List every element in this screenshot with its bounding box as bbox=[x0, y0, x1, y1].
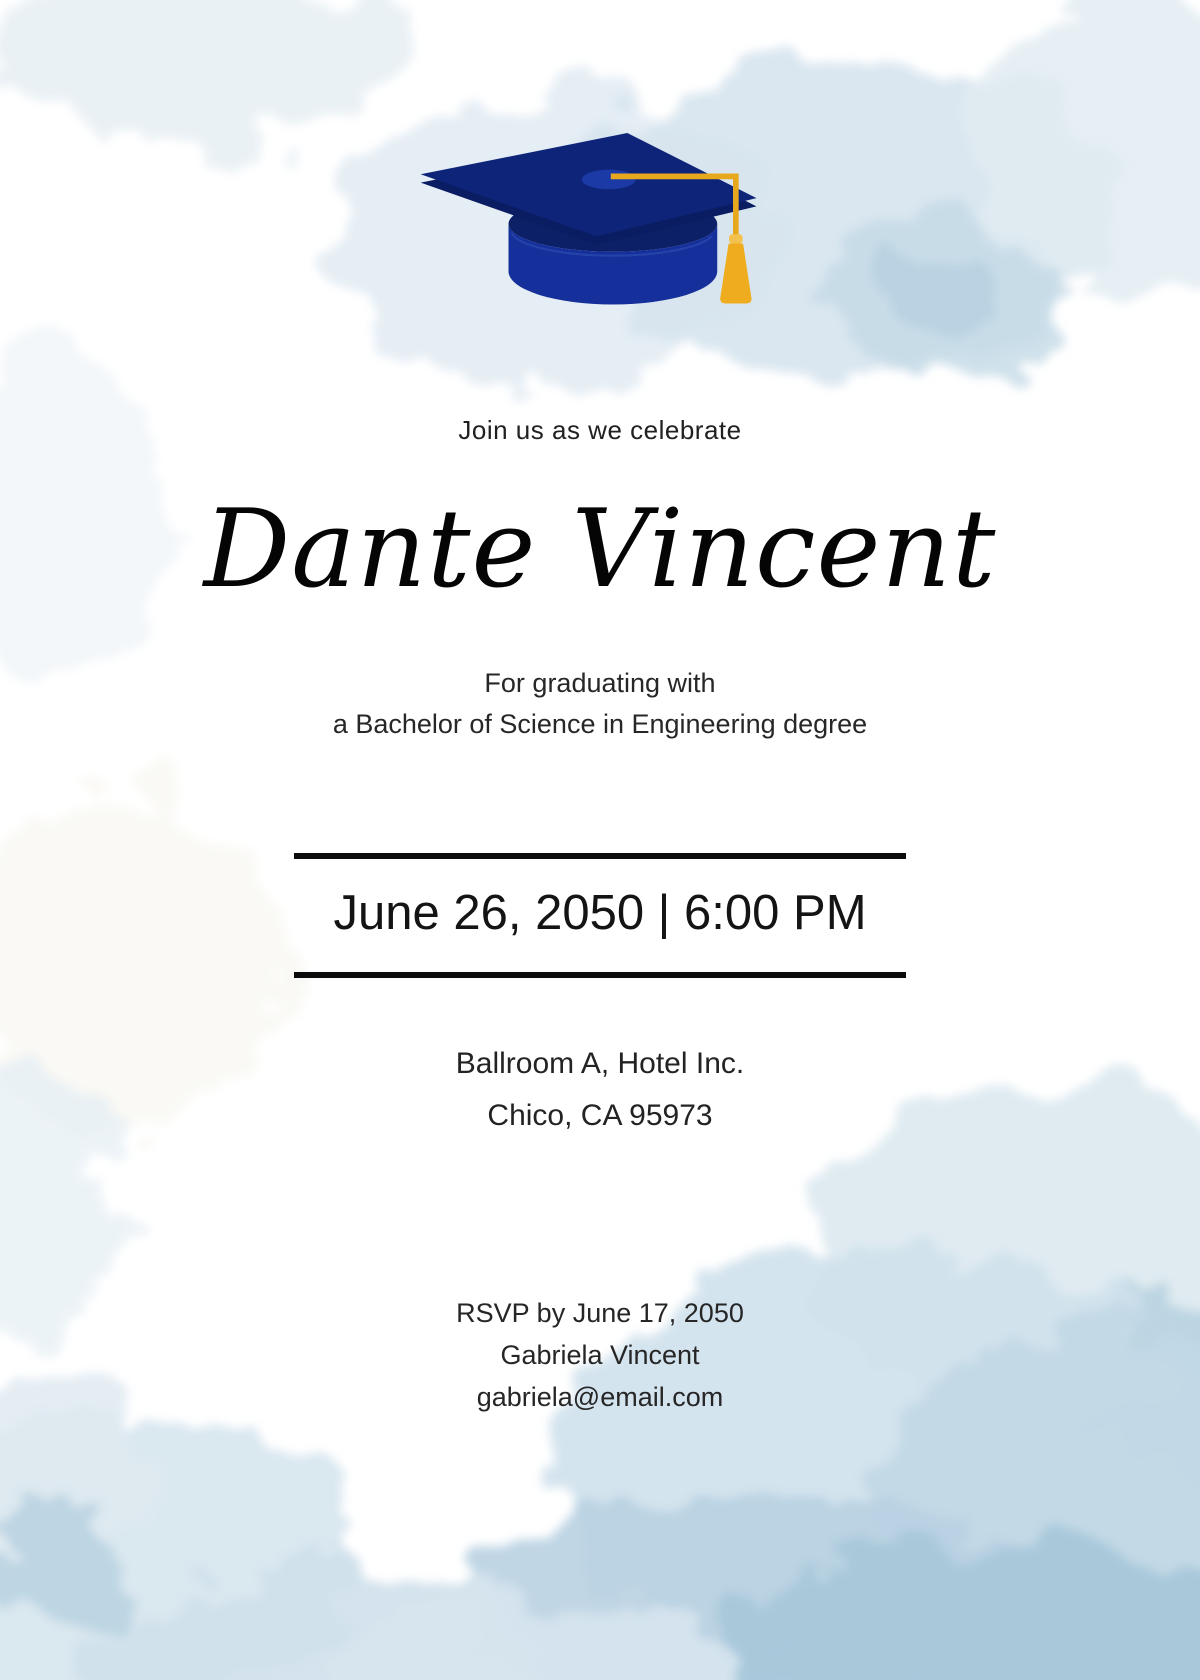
rsvp-contact-name: Gabriela Vincent bbox=[500, 1340, 700, 1371]
venue-line-1: Ballroom A, Hotel Inc. bbox=[455, 1047, 745, 1081]
rsvp-contact-email: gabriela@email.com bbox=[476, 1381, 724, 1412]
intro-text: Join us as we celebrate bbox=[458, 415, 742, 445]
venue-block bbox=[456, 1038, 744, 1141]
tassel-body bbox=[720, 244, 751, 304]
graduate-name: Dante Vincent bbox=[203, 487, 997, 612]
rsvp-block bbox=[456, 1293, 744, 1419]
rsvp-date: RSVP by June 17, 2050 bbox=[456, 1298, 744, 1329]
degree-line-2: a Bachelor of Science in Engineering degree bbox=[332, 709, 868, 740]
venue-line-2: Chico, CA 95973 bbox=[487, 1098, 713, 1132]
graduation-cap-icon bbox=[400, 108, 772, 315]
date-time-band bbox=[294, 853, 906, 978]
degree-line-1: For graduating with bbox=[484, 668, 716, 699]
tassel-ring bbox=[729, 234, 742, 243]
degree-text bbox=[333, 663, 867, 745]
cap-button bbox=[582, 170, 636, 190]
date-time-text: June 26, 2050 | 6:00 PM bbox=[333, 886, 867, 941]
